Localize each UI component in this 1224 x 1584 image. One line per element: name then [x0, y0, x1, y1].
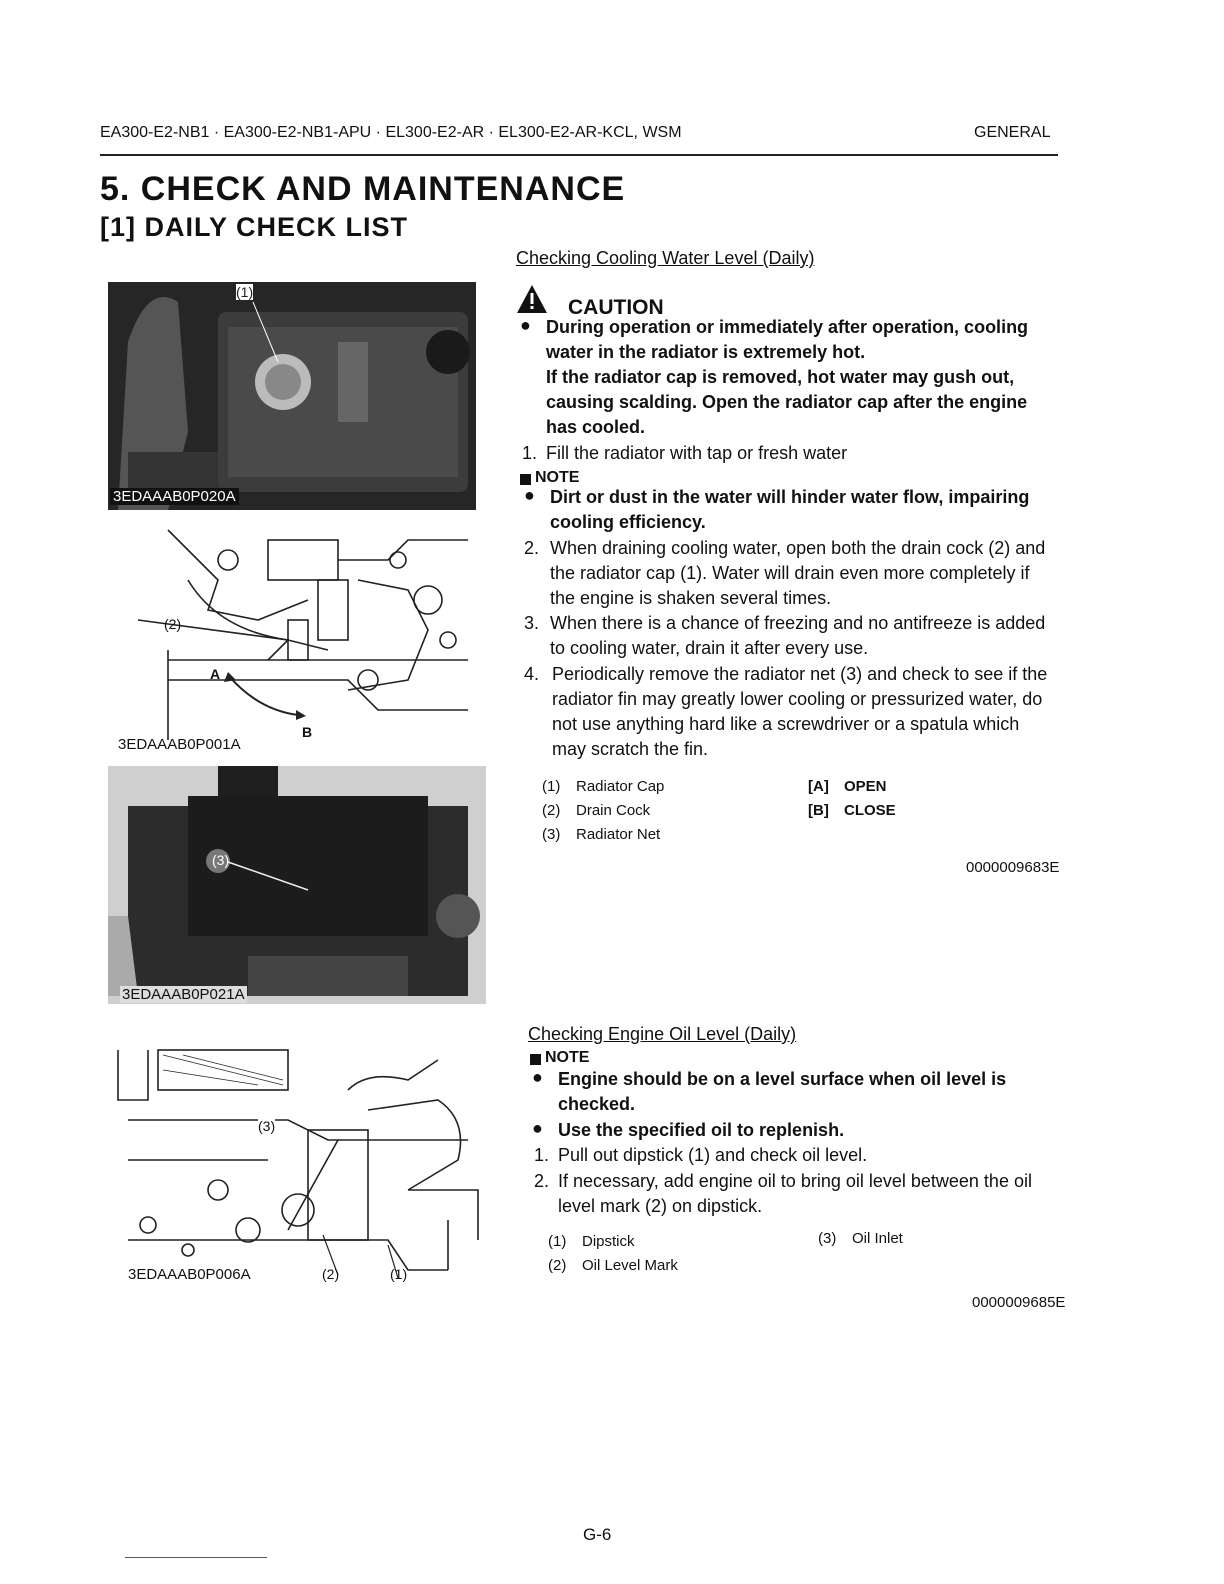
cooling-step-2: When draining cooling water, open both the drain cock (2) and the radiator cap (1). Water will drain even more completely if the engine is shaken several times. — [550, 538, 1046, 608]
fig4-callout-2: (2) — [322, 1266, 340, 1282]
cooling-note-label: NOTE — [535, 469, 580, 486]
fig2-callout-a: A — [210, 666, 221, 682]
bullet-icon: ● — [532, 1118, 543, 1138]
note-square-icon — [530, 1054, 541, 1065]
page-number: G-6 — [583, 1525, 612, 1544]
step-number: 1. — [522, 443, 538, 463]
cooling-step-3: When there is a chance of freezing and no antifreeze is added to cooling water, drain it after every use. — [550, 613, 1046, 658]
step-number: 3. — [524, 613, 540, 633]
cooling-legend-ab — [808, 775, 896, 823]
fig3-code: 3EDAAAB0P021A — [122, 986, 245, 1003]
legend-item: (3) Radiator Net — [542, 826, 661, 843]
cooling-doc-code: 0000009683E — [966, 859, 1060, 876]
cooling-note-text: Dirt or dust in the water will hinder water flow, impairing cooling efficiency. — [550, 487, 1030, 532]
fig1-callout-1: (1) — [236, 284, 254, 300]
oil-note-2: Use the specified oil to replenish. — [558, 1120, 845, 1140]
legend-item: (1) Radiator Cap — [542, 778, 665, 795]
cooling-section-title: Checking Cooling Water Level (Daily) — [516, 248, 815, 268]
radiator-net-photo-drawing — [108, 766, 486, 1004]
step-number: 1. — [534, 1145, 550, 1165]
step-number: 4. — [524, 664, 540, 684]
bullet-icon: ● — [524, 485, 535, 505]
header-rule — [100, 154, 1058, 156]
cooling-legend — [542, 775, 664, 847]
radiator-photo-drawing — [108, 282, 476, 510]
page-subtitle: [1] DAILY CHECK LIST — [100, 212, 409, 242]
note-square-icon — [520, 474, 531, 485]
oil-doc-code: 0000009685E — [972, 1294, 1066, 1311]
fig4-code: 3EDAAAB0P006A — [128, 1266, 251, 1283]
legend-item: (2) Drain Cock — [542, 802, 651, 819]
legend-item: (2) Oil Level Mark — [548, 1257, 678, 1274]
fig1-code: 3EDAAAB0P020A — [110, 488, 239, 505]
figure-oil-dipstick-drawing — [108, 1040, 488, 1285]
step-number: 2. — [534, 1171, 550, 1191]
fig2-callout-b: B — [302, 724, 313, 740]
footer-link-rule — [125, 1557, 267, 1558]
warning-triangle-icon — [516, 284, 548, 314]
step-number: 2. — [524, 538, 540, 558]
cooling-step-1: Fill the radiator with tap or fresh water — [546, 443, 848, 463]
oil-section-title: Checking Engine Oil Level (Daily) — [528, 1024, 797, 1044]
header-section: GENERAL — [974, 124, 1051, 141]
bullet-icon: ● — [532, 1067, 543, 1087]
page-title: 5. CHECK AND MAINTENANCE — [100, 170, 626, 208]
drain-cock-line-art — [108, 520, 476, 750]
figure-radiator-cap-photo — [108, 282, 476, 510]
oil-step-1: Pull out dipstick (1) and check oil level. — [558, 1145, 868, 1165]
fig3-callout-3: (3) — [212, 852, 230, 868]
oil-note-1: Engine should be on a level surface when oil level is checked. — [558, 1069, 1007, 1114]
fig4-callout-3: (3) — [258, 1118, 276, 1134]
oil-legend — [548, 1230, 678, 1278]
caution-label: CAUTION — [568, 296, 664, 319]
figure-radiator-net-photo — [108, 766, 486, 1004]
cooling-step-4: Periodically remove the radiator net (3) and check to see if the radiator fin may greatly lower cooling or pressurized water, do not use anything hard like a screwdriver or a spatula which may scratch the fin. — [552, 664, 1048, 759]
fig4-callout-1: (1) — [390, 1266, 408, 1282]
bullet-icon: ● — [520, 315, 531, 335]
legend-item: [A] OPEN — [808, 778, 887, 795]
legend-item: (1) Dipstick — [548, 1233, 635, 1250]
oil-step-2: If necessary, add engine oil to bring oil level between the oil level mark (2) on dipstick. — [558, 1171, 1032, 1216]
fig2-code: 3EDAAAB0P001A — [118, 736, 241, 753]
oil-legend-3: (3) Oil Inlet — [818, 1230, 903, 1247]
oil-note-label: NOTE — [545, 1049, 590, 1066]
fig2-callout-2: (2) — [164, 616, 182, 632]
oil-dipstick-line-art — [108, 1040, 488, 1285]
legend-item: [B] CLOSE — [808, 802, 896, 819]
caution-text: During operation or immediately after operation, cooling water in the radiator is extremely hot. If the radiator cap is removed, hot water may gush out, causing scalding. Open the radiator cap after the engine has cooled. — [546, 317, 1029, 437]
figure-drain-cock-drawing — [108, 520, 476, 760]
header-models: EA300-E2-NB1 · EA300-E2-NB1-APU · EL300-E2-AR · EL300-E2-AR-KCL, WSM — [100, 124, 682, 141]
